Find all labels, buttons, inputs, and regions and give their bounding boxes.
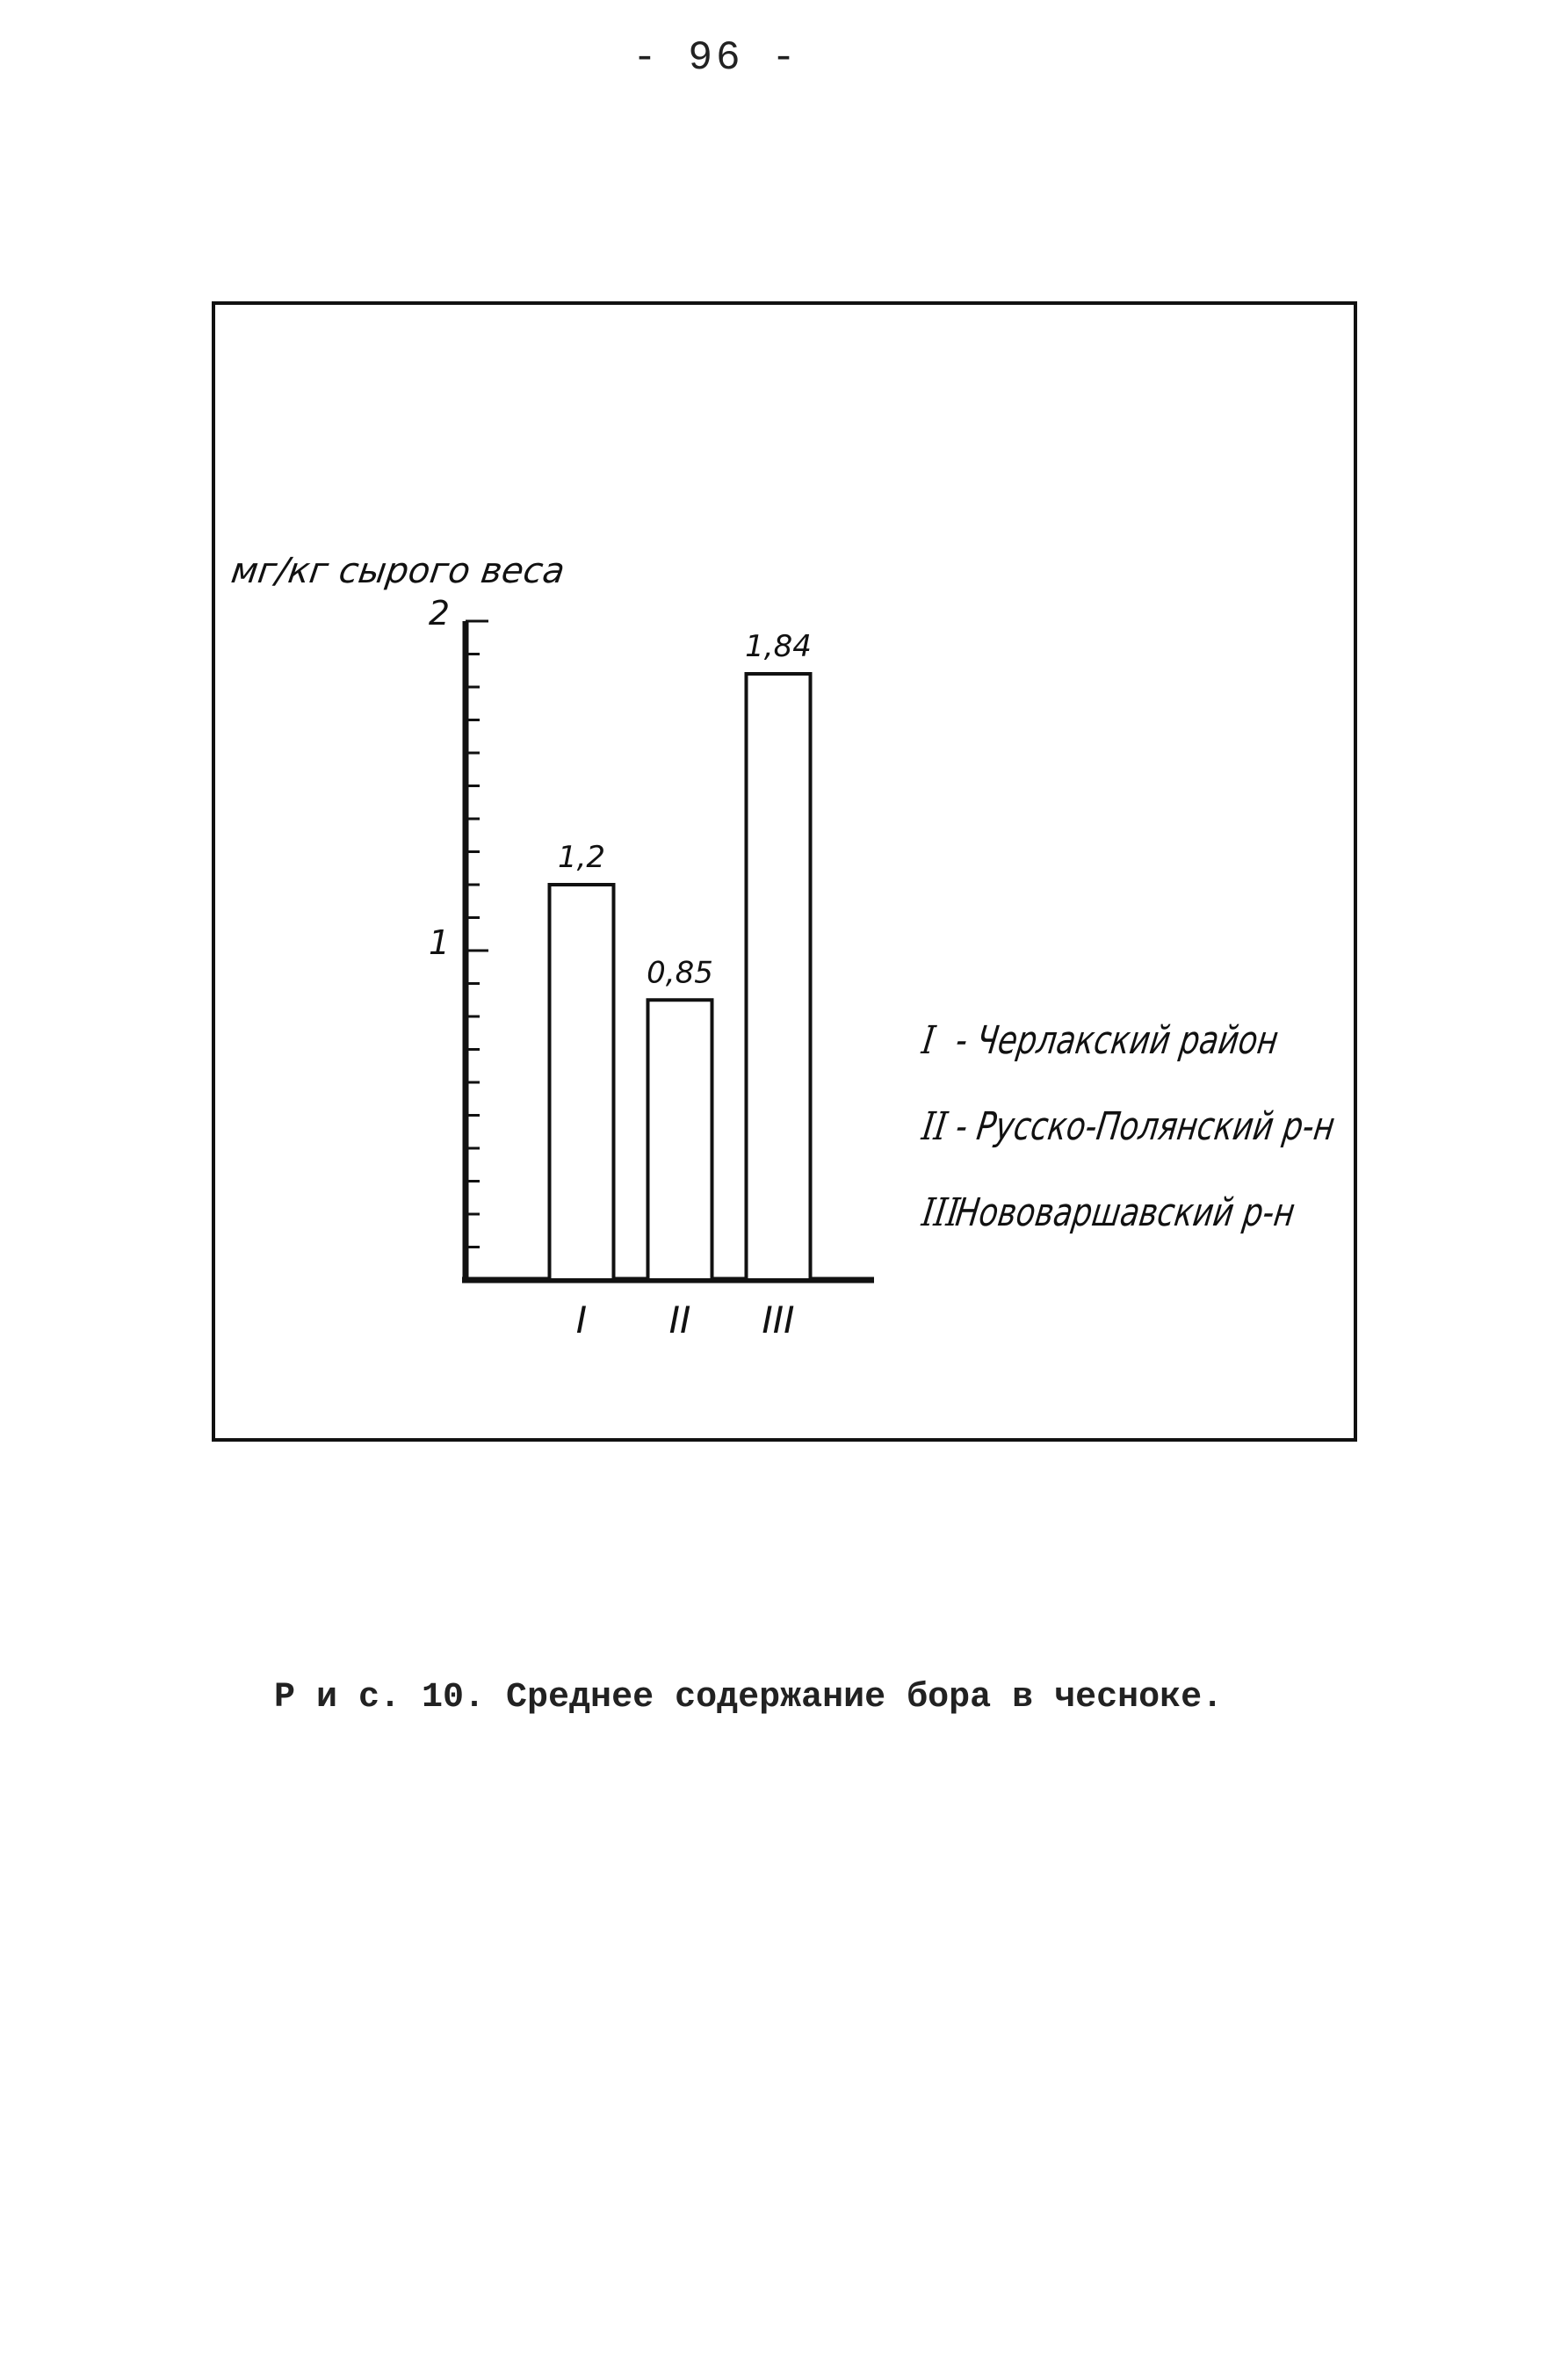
bar-value-label: 1,84 [745,629,812,664]
bars [550,629,812,1341]
legend [919,1018,1344,1277]
page-number: - 96 - [632,35,799,81]
legend-key: II [919,1104,950,1149]
y-tick-label: 1 [428,923,450,962]
legend-text: - Черлакский район [952,1018,1282,1063]
y-axis-label: мг/кг сырого веса [228,551,567,591]
y-tick-label: 2 [428,594,450,633]
legend-key: III [919,1190,963,1235]
bar-value-label: 1,2 [557,840,606,875]
bar [648,1000,712,1280]
figure-caption: Р и с. 10. Среднее содержание бора в чесноке. [274,1678,1224,1718]
legend-key: I [919,1018,938,1063]
legend-item-1 [919,1018,1282,1063]
legend-item-2 [919,1104,1338,1149]
legend-text: Нововаршавский р-н [952,1190,1298,1235]
x-tick-label: I [575,1298,588,1341]
bar-value-label: 0,85 [647,955,713,991]
legend-text: - Русско-Полянский р-н [952,1104,1338,1149]
legend-item-3 [919,1190,1298,1235]
bar [747,674,811,1280]
bar [550,885,614,1280]
x-tick-label: III [762,1298,795,1341]
x-tick-label: II [668,1298,691,1341]
y-ticks [429,594,488,1247]
